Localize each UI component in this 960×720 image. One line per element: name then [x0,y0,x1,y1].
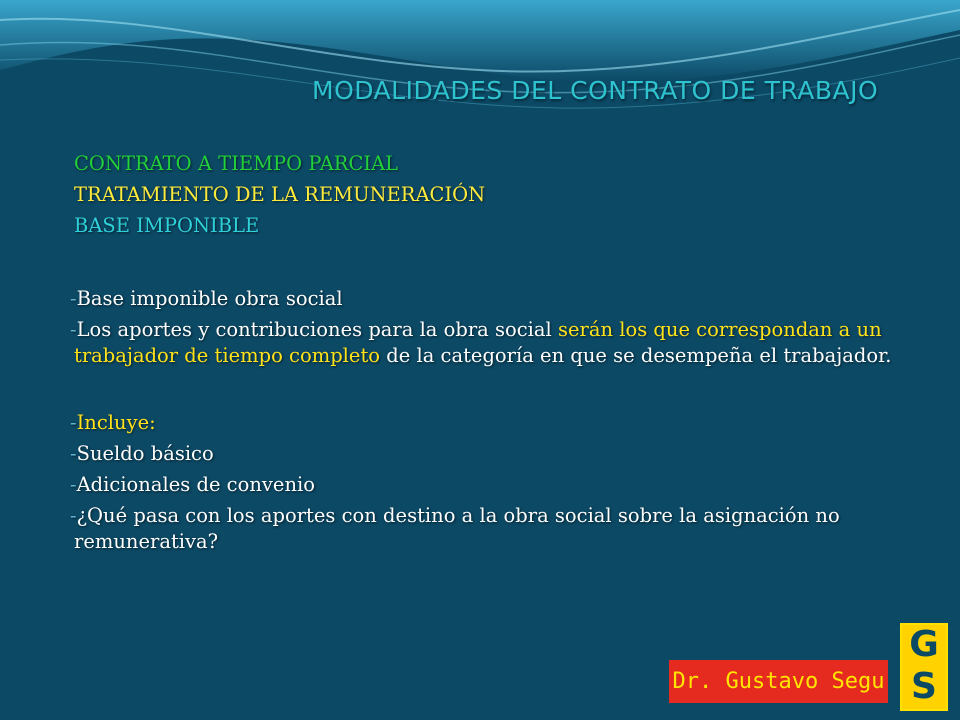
bullet-text-highlight: serán los que correspondan a un trabajador de tiempo completo [74,318,882,367]
bullet-text-prefix: Los aportes y contribuciones para la obra social [76,318,558,341]
bullet-text: Sueldo básico [76,442,214,465]
bullet-dash: - [70,287,77,310]
bullet-sueldo [70,438,894,469]
bullet-incluye [70,407,894,438]
wave-decoration [0,0,960,140]
bullet-dash: - [70,473,77,496]
heading-base-imponible: BASE IMPONIBLE [74,214,260,237]
heading-tratamiento: TRATAMIENTO DE LA REMUNERACIÓN [74,183,486,206]
bullet-dash: - [70,442,77,465]
bullet-dash: - [70,504,77,527]
bullet-text: ¿Qué pasa con los aportes con destino a la obra social sobre la asignación no remunerativa? [74,504,840,553]
heading-contrato: CONTRATO A TIEMPO PARCIAL [74,152,399,175]
bullet-dash: - [70,411,77,434]
author-name: Dr. Gustavo Segu [672,669,885,694]
bullet-text: Base imponible obra social [76,287,343,310]
bullet-pregunta [70,503,894,555]
slide-title: MODALIDADES DEL CONTRATO DE TRABAJO [312,76,879,105]
gs-logo [900,623,948,711]
bullet-adicionales [70,469,894,500]
bullet-dash: - [70,318,77,341]
logo-letter-g: G [909,624,939,665]
bullet-base-obra-social [70,283,894,314]
bullet-text-incluye: Incluye: [76,411,156,434]
bullet-text-suffix: de la categoría en que se desempeña el trabajador. [380,344,892,367]
bullet-aportes [70,317,894,369]
slide-content [70,148,894,555]
logo-letter-s: S [911,666,937,707]
bullet-text: Adicionales de convenio [76,473,315,496]
author-badge [669,660,888,703]
